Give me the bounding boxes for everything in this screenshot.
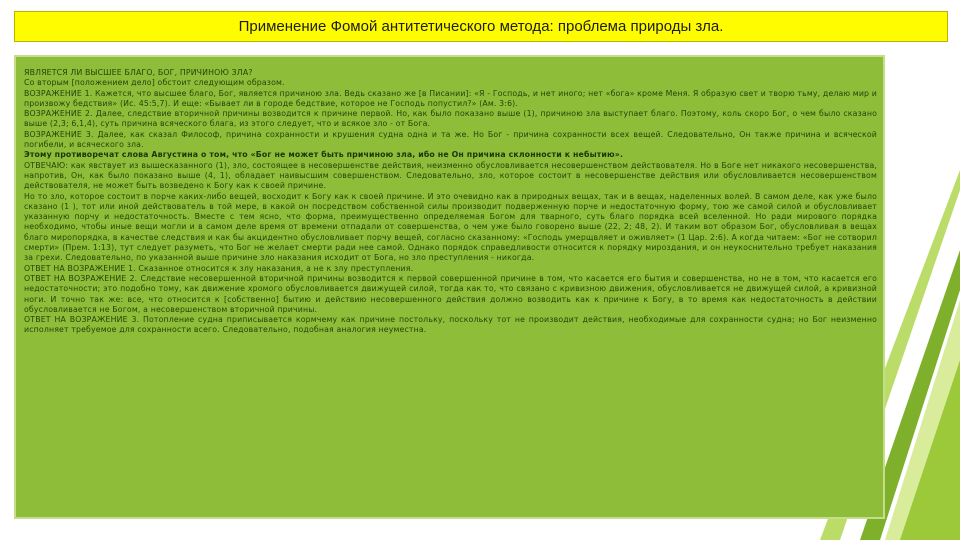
objection-3-paragraph: ВОЗРАЖЕНИЕ 3. Далее, как сказал Философ, причина сохранности и крушения судна одна и та же. Но Бог - причина сохранности всех вещей. Следовательно, Он также причина и всяческой погибели, и всяческого зла. [24, 129, 877, 150]
question-heading: ЯВЛЯЕТСЯ ЛИ ВЫСШЕЕ БЛАГО, БОГ, ПРИЧИНОЮ ЗЛА? [24, 68, 253, 77]
objection-2-paragraph: ВОЗРАЖЕНИЕ 2. Далее, следствие вторичной причины возводится к причине первой. Но, как было показано выше (1), причиною зла выступает благо. Поэтому, коль скоро Бог, о чем было сказано выше (2,3; 6,1,4), суть причина всяческого блага, из этого следует, что и всякое зло - от Бога. [24, 109, 877, 129]
reply-1-paragraph: ОТВЕТ НА ВОЗРАЖЕНИЕ 1. Сказанное относится к злу наказания, а не к злу преступления. [24, 263, 414, 273]
slide-title: Применение Фомой антитетического метода: проблема природы зла. [238, 18, 724, 35]
text-panel [14, 55, 885, 519]
intro-paragraph: Со вторым [положением дело] обстоит следующим образом. [24, 78, 285, 88]
augustine-quote: Этому противоречат слова Августина о том, что «Бог не может быть причиною зла, ибо не Он причина склонности к небытию». [24, 150, 624, 160]
slide-title-box [14, 11, 948, 42]
answer-continued-paragraph: Но то зло, которое состоит в порче каких-либо вещей, восходит к Богу как к своей причине. И это очевидно как в природных вещах, так и в вещах, наделенных волей. В самом деле, как уже было сказано (1 ), тот или иной действователь в той мере, в какой он посредством собственной силы производит подверженную порче и недостаточную форму, тою же самой силой и обусловливает указанную порчу и недостаточность. Вместе с тем ясно, что форма, преимущественно определяемая Богом для тварного, суть благо порядка всей вселенной. Но ради мирового порядка необходимо, чтобы иные вещи могли и в самом деле время от времени отпадали от совершенства, о чем уже было говорено выше (22, 2; 48, 2). И таким вот образом Бог, обусловливая в вещах благо миропорядка, в качестве следствия и как бы акцидентно обусловливает порчу вещей, согласно сказанному: «Господь умерщвляет и оживляет» (1 Цар. 2:6). А когда читаем: «Бог не сотворил смерти» (Прем. 1:13), тут следует разуметь, что Бог не желает смерти ради нее самой. Однако порядок справедливости относится к порядку мироздания, и он неукоснительно требует наказания за грехи. Следовательно, по указанной выше причине зло наказания исходит от Бога, но зло преступления - никогда. [24, 191, 877, 263]
objection-1-paragraph: ВОЗРАЖЕНИЕ 1. Кажется, что высшее благо, Бог, является причиною зла. Ведь сказано же [в Писании]: «Я - Господь, и нет иного; нет «бога» кроме Меня. Я образую свет и творю тьму, делаю мир и произвожу бедствия» (Ис. 45:5,7). И еще: «Бывает ли в городе бедствие, которое не Господь попустил?» (Ам. 3:6). [24, 88, 877, 108]
answer-paragraph: ОТВЕЧАЮ: как явствует из вышесказанного (1), зло, состоящее в несовершенстве действия, неизменно обусловливается несовершенством действователя. Но в Боге нет никакого несовершенства, напротив, Он, как было показано выше (4, 1), обладает наивысшим совершенством. Следовательно, зло, которое состоит в несовершенстве действия или обусловливается несовершенством действователя, не может быть возведено к Богу как к своей причине. [24, 160, 877, 191]
reply-2-paragraph: ОТВЕТ НА ВОЗРАЖЕНИЕ 2. Следствие несовершенной вторичной причины возводится к первой совершенной причине в том, что касается его бытия и совершенства, но не в том, что касается его недостаточности; это подобно тому, как движение хромого обусловливается движущей силой, тогда как то, что связано с кривизною движения, обусловливается не движущей силой, а кривизной ноги. И точно так же: все, что относится к [собственно] бытию и действию несовершенного действия должно возводить как к причине к Богу, в то время как недостаточность в действии обусловливается не Богом, а несовершенством вторичной причины. [24, 273, 877, 314]
stripe-mid [900, 360, 960, 540]
reply-3-paragraph: ОТВЕТ НА ВОЗРАЖЕНИЕ 3. Потопление судна приписывается кормчему как причине постольку, поскольку тот не производит действия, необходимые для сохранности судна; но Бог неизменно исполняет требуемое для сохранности всего. Следовательно, подобная аналогия неуместна. [24, 315, 877, 335]
